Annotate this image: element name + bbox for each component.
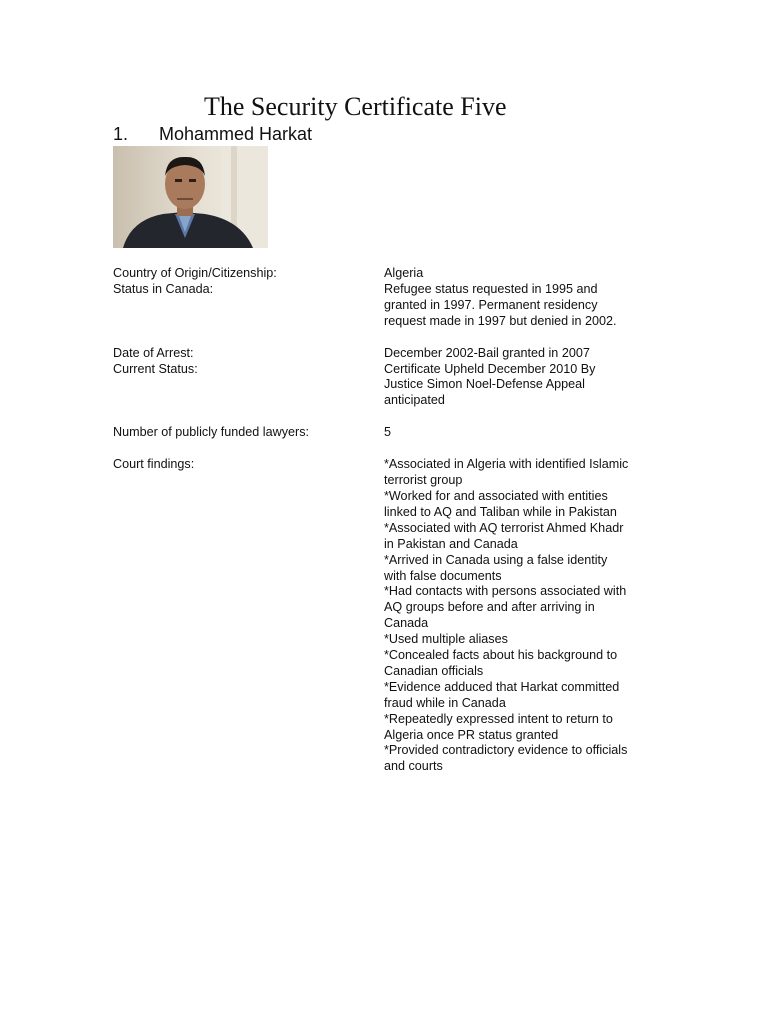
value-line: Canadian officials bbox=[384, 663, 484, 678]
detail-row-status-in-canada bbox=[113, 282, 673, 330]
value-line: AQ groups before and after arriving in bbox=[384, 600, 595, 615]
detail-row-lawyers bbox=[113, 425, 673, 441]
value-line: terrorist group bbox=[384, 473, 463, 488]
detail-row-current-status bbox=[113, 362, 673, 410]
value-line: granted in 1997. Permanent residency bbox=[384, 297, 598, 312]
value-line: Algeria bbox=[384, 266, 424, 280]
value-line: fraud while in Canada bbox=[384, 695, 506, 710]
profile-details bbox=[113, 266, 673, 775]
section-number: 1. bbox=[113, 124, 129, 144]
detail-value bbox=[384, 282, 659, 330]
value-line: *Worked for and associated with entities bbox=[384, 488, 608, 503]
detail-row-date-of-arrest bbox=[113, 346, 673, 362]
detail-row-court-findings bbox=[113, 457, 673, 775]
detail-value bbox=[384, 425, 659, 441]
value-line: linked to AQ and Taliban while in Pakistan bbox=[384, 504, 617, 519]
value-line: with false documents bbox=[384, 568, 502, 583]
detail-label: Status in Canada: bbox=[113, 281, 214, 296]
value-line: Certificate Upheld December 2010 By bbox=[384, 361, 596, 376]
value-line: December 2002-Bail granted in 2007 bbox=[384, 345, 590, 360]
value-line: *Evidence adduced that Harkat committed bbox=[384, 679, 620, 694]
value-line: Canada bbox=[384, 616, 429, 631]
detail-value bbox=[384, 457, 659, 775]
value-line: Justice Simon Noel-Defense Appeal bbox=[384, 377, 585, 392]
detail-value bbox=[384, 346, 659, 362]
section-heading bbox=[113, 124, 312, 145]
value-line: *Arrived in Canada using a false identity bbox=[384, 552, 608, 567]
detail-label: Court findings: bbox=[113, 457, 195, 472]
value-line: anticipated bbox=[384, 393, 445, 408]
detail-row-citizenship bbox=[113, 266, 673, 282]
value-line: *Had contacts with persons associated with bbox=[384, 584, 627, 599]
value-line: *Concealed facts about his background to bbox=[384, 648, 618, 663]
value-line: Refugee status requested in 1995 and bbox=[384, 281, 598, 296]
value-line: *Repeatedly expressed intent to return to bbox=[384, 711, 613, 726]
value-line: 5 bbox=[384, 425, 392, 440]
document-title: The Security Certificate Five bbox=[204, 92, 507, 121]
detail-value bbox=[384, 362, 659, 410]
value-line: *Associated in Algeria with identified Islamic bbox=[384, 457, 629, 472]
section-name: Mohammed Harkat bbox=[159, 124, 313, 144]
portrait-illustration bbox=[113, 146, 268, 248]
portrait-photo bbox=[113, 146, 268, 248]
value-line: request made in 1997 but denied in 2002. bbox=[384, 313, 617, 328]
detail-label: Number of publicly funded lawyers: bbox=[113, 425, 309, 440]
detail-label: Country of Origin/Citizenship: bbox=[113, 266, 277, 280]
value-line: in Pakistan and Canada bbox=[384, 536, 518, 551]
detail-value bbox=[384, 266, 659, 282]
detail-label: Current Status: bbox=[113, 361, 198, 376]
value-line: Algeria once PR status granted bbox=[384, 727, 559, 742]
detail-label: Date of Arrest: bbox=[113, 345, 194, 360]
value-line: *Provided contradictory evidence to officials bbox=[384, 743, 628, 758]
value-line: and courts bbox=[384, 759, 443, 774]
value-line: *Used multiple aliases bbox=[384, 632, 508, 647]
value-line: *Associated with AQ terrorist Ahmed Khadr bbox=[384, 520, 624, 535]
